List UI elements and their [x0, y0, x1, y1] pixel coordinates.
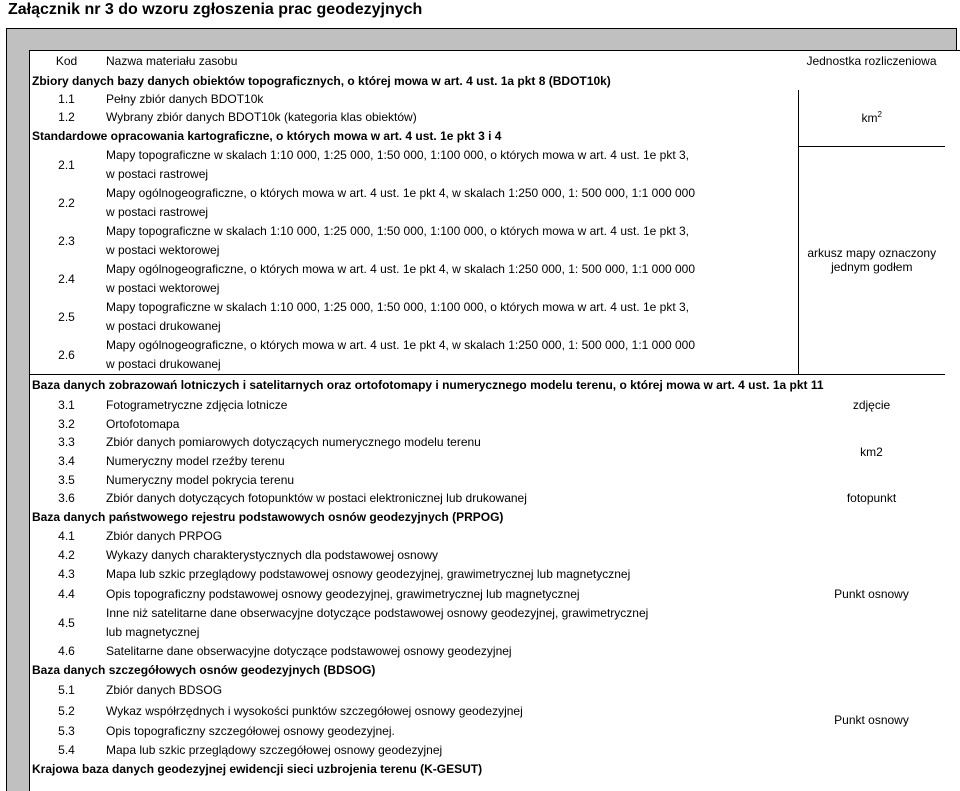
section-6-heading: Krajowa baza danych geodezyjnej ewidencji sieci uzbrojenia terenu (K-GESUT): [32, 761, 483, 776]
row-name: Fotogrametryczne zdjęcia lotnicze: [106, 397, 288, 412]
unit-arkusz: arkusz mapy oznaczony jednym godłem: [798, 146, 945, 375]
section-heading: [29, 661, 945, 680]
row-code: 2.6: [58, 348, 75, 362]
table-row: [29, 395, 945, 415]
row-name: Satelitarne dane obserwacyjne dotyczące podstawowej osnowy geodezyjnej: [106, 644, 512, 658]
row-name: Opis topograficzny szczegółowej osnowy geodezyjnej.: [106, 724, 395, 738]
unit-km2-s3: km2: [860, 444, 883, 459]
section-1-heading: Zbiory danych bazy danych obiektów topograficznych, o której mowa w art. 4 ust. 1a pkt 8 (BDOT10k): [32, 74, 611, 88]
row-code: 2.1: [58, 158, 75, 172]
header-nazwa: Nazwa materiału zasobu: [106, 54, 238, 68]
row-code: 4.5: [58, 615, 75, 630]
section-heading: [29, 375, 945, 395]
row-name: Mapa lub szkic przeglądowy szczegółowej osnowy geodezyjnej: [106, 743, 443, 757]
row-code: 3.1: [58, 397, 75, 412]
table-header-row: [29, 50, 945, 72]
row-name: Zbiór danych pomiarowych dotyczących numerycznego modelu terenu: [106, 434, 481, 449]
document-title: Załącznik nr 3 do wzoru zgłoszenia prac geodezyjnych: [8, 1, 423, 18]
row-code: 4.1: [58, 529, 75, 543]
row-code: 1.2: [58, 110, 75, 124]
row-code: 3.3: [58, 434, 75, 449]
row-name: Mapy topograficzne w skalach 1:10 000, 1:25 000, 1:50 000, 1:100 000, o których mowa w art. 4 ust. 1e pkt 3, w postaci drukowanej: [106, 300, 690, 333]
row-code: 4.6: [58, 644, 75, 658]
row-name: Zbiór danych dotyczących fotopunktów w postaci elektronicznej lub drukowanej: [106, 491, 527, 505]
section-3-heading: Baza danych zobrazowań lotniczych i satelitarnych oraz ortofotomapy i numerycznego modelu terenu, o której mowa w art. 4 ust. 1a pkt 11: [29, 375, 945, 395]
row-name: Wykazy danych charakterystycznych dla podstawowej osnowy: [106, 548, 439, 562]
row-name: Wykaz współrzędnych i wysokości punktów szczegółowej osnowy geodezyjnej: [106, 703, 523, 718]
row-code: 1.1: [58, 92, 75, 106]
table-row: [29, 415, 945, 433]
row-name: Inne niż satelitarne dane obserwacyjne dotyczące podstawowej osnowy geodezyjnej, grawimetrycznej lub magnetycznej: [106, 605, 649, 639]
row-code: 2.2: [58, 196, 75, 210]
section-heading: [29, 760, 945, 778]
row-code: 5.2: [58, 703, 75, 718]
row-code: 2.3: [58, 234, 75, 248]
row-code: 3.5: [58, 472, 75, 487]
row-code: 3.6: [58, 491, 75, 505]
unit-punkt-osnowy-s5: Punkt osnowy: [834, 712, 909, 727]
table-row: [29, 680, 945, 700]
row-name: Mapa lub szkic przeglądowy podstawowej osnowy geodezyjnej, grawimetrycznej lub magnetycznej: [106, 567, 631, 581]
section-2-heading: Standardowe opracowania kartograficzne, o których mowa w art. 4 ust. 1e pkt 3 i 4: [32, 129, 502, 143]
row-code: 4.3: [58, 567, 75, 581]
row-code: 4.2: [58, 548, 75, 562]
row-name: Mapy ogólnogeograficzne, o których mowa w art. 4 ust. 1e pkt 4, w skalach 1:250 000, 1: 500 000, 1:1 000 000 w postaci rastrowej: [106, 186, 696, 219]
unit-km2: $km^2$: [798, 90, 945, 146]
table-row: [29, 90, 945, 108]
row-name: Zbiór danych BDSOG: [106, 682, 223, 697]
materials-table: [29, 50, 945, 778]
row-name: Mapy topograficzne w skalach 1:10 000, 1:25 000, 1:50 000, 1:100 000, o których mowa w art. 4 ust. 1e pkt 3, w postaci rastrowej: [106, 148, 690, 181]
row-name: Mapy ogólnogeograficzne, o których mowa w art. 4 ust. 1e pkt 4, w skalach 1:250 000, 1: 500 000, 1:1 000 000 w postaci wektorowej: [106, 262, 696, 295]
unit-fotopunkt: fotopunkt: [846, 491, 897, 505]
unit-punkt-osnowy-s4: Punkt osnowy: [834, 586, 909, 601]
row-code: 3.2: [58, 416, 75, 431]
row-name: Numeryczny model pokrycia terenu: [106, 472, 295, 487]
section-heading: [29, 508, 945, 527]
row-code: 5.4: [58, 743, 75, 757]
row-code: 3.4: [58, 453, 75, 468]
row-code: 4.4: [58, 586, 75, 601]
section-4-heading: Baza danych państwowego rejestru podstawowych osnów geodezyjnych (PRPOG): [32, 510, 504, 524]
row-code: 5.3: [58, 724, 75, 738]
header-kod: Kod: [55, 54, 78, 68]
row-code: 5.1: [58, 682, 75, 697]
table-row: [29, 489, 945, 508]
row-name: Pełny zbiór danych BDOT10k: [106, 92, 264, 106]
row-name: Mapy ogólnogeograficzne, o których mowa w art. 4 ust. 1e pkt 4, w skalach 1:250 000, 1: 500 000, 1:1 000 000 w postaci drukowanej: [106, 338, 696, 371]
header-jednostka: Jednostka rozliczeniowa: [806, 54, 937, 68]
unit-zdjecie: zdjęcie: [852, 397, 891, 412]
row-name: Wybrany zbiór danych BDOT10k (kategoria klas obiektów): [106, 110, 417, 124]
row-code: 2.4: [58, 272, 75, 286]
row-name: Ortofotomapa: [106, 416, 180, 431]
section-5-heading: Baza danych szczegółowych osnów geodezyjnych (BDSOG): [32, 663, 376, 677]
row-code: 2.5: [58, 310, 75, 324]
section-heading: [29, 72, 945, 90]
row-name: Numeryczny model rzeźby terenu: [106, 453, 285, 468]
row-name: Opis topograficzny podstawowej osnowy geodezyjnej, grawimetrycznej lub magnetycznej: [106, 586, 580, 601]
row-name: Mapy topograficzne w skalach 1:10 000, 1:25 000, 1:50 000, 1:100 000, o których mowa w art. 4 ust. 1e pkt 3, w postaci wektorowej: [106, 224, 690, 257]
table-row: [29, 527, 945, 546]
row-name: Zbiór danych PRPOG: [106, 529, 223, 543]
table-row: [29, 146, 945, 184]
